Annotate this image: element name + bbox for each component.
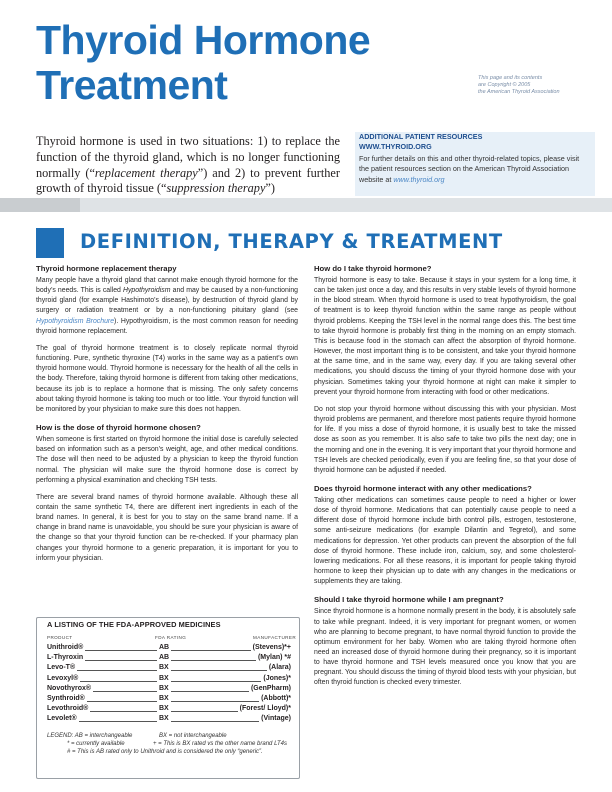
title-line-1: Thyroid Hormone [36,17,371,63]
row-rating: AB [157,653,171,663]
right-column [314,263,576,696]
table-row [47,684,291,694]
legend-hash: # = This is AB rated only to Unithroid and is considered the only “generic”. [67,749,263,756]
table-row [47,653,291,663]
row-product: Novothyrox® [47,684,93,694]
paragraph-initial-dose: When someone is first started on thyroid hormone the initial dose is carefully selected based on information such as a person’s weight, age, and other medical conditions. The dose will then need to be adjusted by a physician to keep the thyroid function normal. The physician will make sure the thyroid hormone dose is correct by performing a physical examination and checking TSH tests. [36,436,298,484]
paragraph-how-to-take: Thyroid hormone is easy to take. Because it stays in your system for a long time, it can be taken just once a day, and this results in very stable levels of thyroid hormone in the blood stream. When thyroid hormone is used to treat hypothyroidism, the goal of treatment is to keep thyroid function within the same range as people without thyroid problems. Keeping the TSH level in the normal range does this. The best time to take thyroid hormone is probably first thing in the morning on an empty stomach. This is because food in the stomach can affect the absorption of thyroid hormone. However, the most important thing is to be consistent, and take your thyroid hormone at the same time, and in the same way, every day. If you are taking several other medications, you should discuss the timing of your thyroid hormone dose with your physician. Sometimes taking your thyroid hormone at night can make it simpler to prevent your thyroid hormone from interacting with food or other medications. [314,277,576,396]
listing-rows [47,643,291,725]
text-fragment: ). Hypothyroidism, is the most common reason for needing thyroid hormone replacement. [36,317,298,335]
copyright-line-3: the American Thyroid Association [478,89,560,95]
hypothyroidism-brochure-link[interactable]: Hypothyroidism Brochure [36,317,115,325]
row-rating: BX [157,663,171,673]
left-column [36,263,298,571]
divider-bar [0,198,612,212]
section-title: DEFINITION, THERAPY & TREATMENT [80,230,503,253]
row-rating: BX [157,684,171,694]
row-manufacturer: (Alara) [267,663,291,673]
heading-how-to-take: How do I take thyroid hormone? [314,264,432,273]
heading-interactions: Does thyroid hormone interact with any other medications? [314,483,532,493]
row-manufacturer: (Abbott)* [259,694,291,704]
column-product: PRODUCT [47,635,73,640]
copyright-line-1: This page and its contents [478,75,543,81]
resources-body [359,154,591,185]
title-line-2: Treatment [36,62,228,108]
row-product: Synthroid® [47,694,87,704]
paragraph-do-not-stop: Do not stop your thyroid hormone without discussing this with your physician. Most thyroid problems are permanent, and therefore most patients require thyroid hormone for life. If you miss a dose of thyroid hormone, it is usually best to take the missed dose as soon as you remember. It is also safe to take two pills the next day; one in the morning and one in the evening. It is very important that your thyroid hormone and TSH levels are checked periodically, even if you are feeling fine, so that your dose of thyroid hormone can be adjusted if needed. [314,405,576,474]
row-product: Levo-T® [47,663,77,673]
row-product: Unithroid® [47,643,85,653]
term-hypothyroidism: Hypothyroidism [123,287,171,295]
row-product: Levothroid® [47,704,90,714]
resources-url[interactable]: WWW.THYROID.ORG [359,142,432,151]
row-rating: BX [157,694,171,704]
intro-paragraph [36,134,340,197]
intro-term-replacement: replacement therapy [94,165,198,180]
copyright-notice [478,75,588,96]
listing-legend [47,732,291,757]
intro-part-3: ”) [265,181,275,196]
text-fragment: Many people have a thyroid gland that cannot make enough thyroid hormone for the body’s needs. This is called [36,277,298,295]
row-manufacturer: (GenPharm) [249,684,291,694]
legend-ab: LEGEND: AB = interchangeable [47,733,133,739]
text-fragment: and may be caused by a non-functioning thyroid gland (for example Hashimoto’s disease), by destruction of thyroid gland by surgery or radiation treatment or by a non-functioning pituitary gland (see [36,287,299,315]
table-row [47,694,291,704]
table-row [47,643,291,653]
paragraph-hypothyroidism [36,276,298,337]
row-product: Levoxyl® [47,674,80,684]
row-rating: BX [157,704,171,714]
row-manufacturer: (Jones)* [261,674,291,684]
intro-term-suppression: suppression therapy [166,181,266,196]
intro-part-1: Thyroid hormone is used in two situations: 1) to replace the function of the thyroid gland, which is no longer functioning normally (“ [36,134,340,180]
heading-replacement-therapy: Thyroid hormone replacement therapy [36,264,177,273]
table-row [47,674,291,684]
paragraph-pregnancy: Since thyroid hormone is a hormone normally present in the body, it is absolutely safe to take while pregnant. Indeed, it is very important for pregnant women, or women who are planning to become pregnant, to have normal thyroid function to provide the optimum environment for her baby. Women who are taking thyroid hormone often need an increased dose of thyroid hormone during their pregnancy, so it is important to have thyroid hormone and TSH levels measured once you know that you are pregnant. You should discuss the timing of thyroid blood tests with your physician, but often thyroid function is checked every trimester. [314,608,576,687]
divider-bar-accent [0,198,80,212]
row-manufacturer: (Stevens)*+ [251,643,291,653]
section-marker [36,228,64,258]
copyright-line-2: are Copyright © 2005 [478,82,531,88]
heading-dose-chosen: How is the dose of thyroid hormone chosen? [36,423,201,433]
legend-available: * = currently available [67,741,125,748]
row-product: Levolet® [47,714,79,724]
resources-heading: ADDITIONAL PATIENT RESOURCES [359,132,483,141]
fda-medicines-table [36,617,300,779]
legend-bx: BX = not interchangeable [159,733,227,739]
table-row [47,714,291,724]
intro-part-2: ”) and 2) to prevent further growth of thyroid tissue (“ [36,165,340,196]
heading-pregnancy: Should I take thyroid hormone while I am pregnant? [314,595,504,605]
table-row [47,704,291,714]
row-manufacturer: (Forest/ Lloyd)* [238,704,291,714]
resources-text: For further details on this and other thyroid-related topics, please visit the patient resources section on the American Thyroid Association website at [359,154,580,184]
row-rating: BX [157,674,171,684]
column-manufacturer: MANUFACTURER [253,635,297,640]
resources-link[interactable]: www.thyroid.org [393,174,445,184]
paragraph-interactions: Taking other medications can sometimes cause people to need a higher or lower dose of thyroid hormone. Medications that can potentially cause people to need a different dose of thyroid hormone include birth control pills, estrogen, testosterone, some anti-seizure medications (for example Dilantin and Tegretol), and some medications for depression. Yet other products can prevent the absorption of the full dose of thyroid hormone. These include iron, calcium, soy, and some cholesterol-lowering medications. For all these reasons, it is important for people taking thyroid hormone to keep their physician up to date with any changes in the medications or supplements they are taking. [314,496,576,586]
paragraph-brand-names: There are several brand names of thyroid hormone available. Although these all contain the same synthetic T4, there are different inert ingredients in each of the brand names. In general, it is best for you to stay on the same brand name. If a change in brand name is unavoidable, you should be sure your physician is aware of the change so that your thyroid function can be re-checked. If your pharmacy plan changes your thyroid hormone to a generic preparation, it is important for you to inform your physician. [36,493,298,562]
resources-box [355,132,595,196]
table-row [47,663,291,673]
legend-plus: + = This is BX rated vs the other name brand LT4s [153,741,287,748]
row-product: L-Thyroxin [47,653,85,663]
row-rating: BX [157,714,171,724]
row-manufacturer: (Vintage) [259,714,291,724]
row-rating: AB [157,643,171,653]
row-manufacturer: (Mylan) *# [256,653,291,663]
paragraph-treatment-goal: The goal of thyroid hormone treatment is to closely replicate normal thyroid functioning. Pure, synthetic thyroxine (T4) works in the same way as a patient’s own thyroid hormone would. Thyroid hormone is necessary for the health of all the cells in the body. Therefore, taking thyroid hormone is different from taking other medications, because its job is to replace a hormone that is missing. The only safety concerns about taking thyroid hormone is taking too much or too little. Your thyroid function will be monitored by your physician to make sure this does not happen. [36,344,298,413]
page-title [36,18,456,108]
column-rating: FDA RATING [155,635,187,640]
listing-title: A LISTING OF THE FDA-APPROVED MEDICINES [47,620,221,629]
